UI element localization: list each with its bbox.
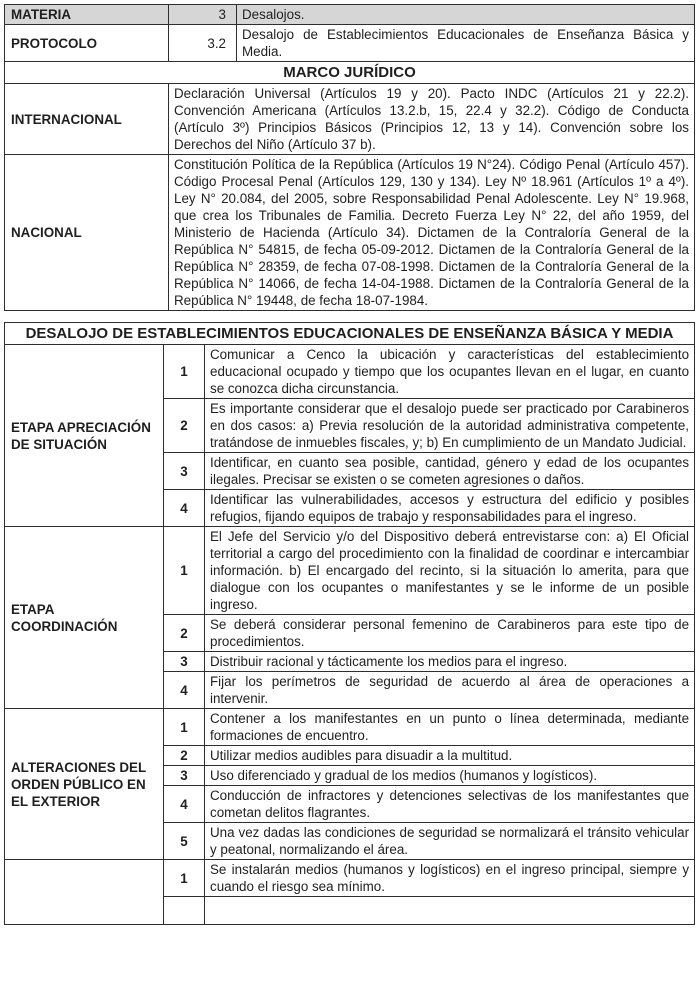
- step-number-cell: 1: [164, 527, 205, 615]
- protocol-rows: [5, 5, 695, 62]
- procedure-table: [4, 322, 695, 925]
- table-row: [5, 5, 695, 25]
- step-text-cell: Comunicar a Cenco la ubicación y características del establecimiento educacional ocupado y tiempo que los ocupantes llevan en el lugar, en cuanto se conozca dicha circunstancia.: [205, 345, 695, 399]
- step-text-cell: Una vez dadas las condiciones de seguridad se normalizará el tránsito vehicular y peatonal, normalizando el área.: [205, 823, 695, 860]
- row-desc-cell: Desalojo de Establecimientos Educacionales de Enseñanza Básica y Media.: [237, 25, 695, 62]
- table-row: [5, 84, 695, 155]
- step-text-cell: Conducción de infractores y detenciones selectivas de los manifestantes que cometan delitos flagrantes.: [205, 786, 695, 823]
- table-row: [5, 527, 695, 615]
- step-text-cell: [205, 897, 695, 925]
- section-label-cell: ETAPA COORDINACIÓN: [5, 527, 164, 709]
- step-number-cell: 1: [164, 345, 205, 399]
- step-number-cell: 4: [164, 786, 205, 823]
- step-number-cell: 3: [164, 453, 205, 490]
- step-text-cell: Identificar, en cuanto sea posible, cantidad, género y edad de los ocupantes ilegales. Precisar se existen o se cometen agresiones o daños.: [205, 453, 695, 490]
- step-number-cell: 1: [164, 709, 205, 746]
- step-number-cell: [164, 897, 205, 925]
- step-text-cell: Contener a los manifestantes en un punto o línea determinada, mediante formaciones de encuentro.: [205, 709, 695, 746]
- row-label-cell: PROTOCOLO: [5, 25, 169, 62]
- protocol-header-table: [4, 4, 695, 311]
- step-text-cell: Fijar los perímetros de seguridad de acuerdo al área de operaciones a intervenir.: [205, 672, 695, 709]
- step-number-cell: 1: [164, 860, 205, 897]
- step-text-cell: Uso diferenciado y gradual de los medios (humanos y logísticos).: [205, 766, 695, 786]
- step-text-cell: Distribuir racional y tácticamente los medios para el ingreso.: [205, 652, 695, 672]
- row-label-cell: MATERIA: [5, 5, 169, 25]
- step-text-cell: Se deberá considerar personal femenino de Carabineros para este tipo de procedimientos.: [205, 615, 695, 652]
- procedure-title-row: [5, 323, 695, 345]
- step-number-cell: 4: [164, 490, 205, 527]
- step-text-cell: Se instalarán medios (humanos y logísticos) en el ingreso principal, siempre y cuando el riesgo sea mínimo.: [205, 860, 695, 897]
- row-number-cell: 3: [169, 5, 237, 25]
- row-number-cell: 3.2: [169, 25, 237, 62]
- step-number-cell: 5: [164, 823, 205, 860]
- table-row: [5, 155, 695, 311]
- step-number-cell: 3: [164, 766, 205, 786]
- legal-rows: [5, 84, 695, 311]
- row-label-cell: NACIONAL: [5, 155, 169, 311]
- section-label-cell: ETAPA APRECIACIÓN DE SITUACIÓN: [5, 345, 164, 527]
- procedure-rows: [5, 345, 695, 925]
- marco-juridico-header-row: [5, 62, 695, 84]
- row-desc-cell: Constitución Política de la República (Artículos 19 N°24). Código Penal (Artículo 457). Código Procesal Penal (Artículos 129, 130 y 134). Ley Nº 18.961 (Artículos 1º a 4º). Ley N° 20.084, del 2005, sobre Responsabilidad Penal Adolescente. Ley N° 19.968, que crea los Tribunales de Familia. Decreto Fuerza Ley N° 22, del año 1959, del Ministerio de Hacienda (Artículo 34). Dictamen de la Contraloría General de la República N° 54815, de fecha 05-09-2012. Dictamen de la Contraloría General de la República N° 28359, de fecha 07-08-1998. Dictamen de la Contraloría General de la República N° 14066, de fecha 14-04-1988. Dictamen de la Contraloría General de la República N° 19448, de fecha 18-07-1984.: [169, 155, 695, 311]
- row-desc-cell: Desalojos.: [237, 5, 695, 25]
- step-number-cell: 2: [164, 746, 205, 766]
- table-row: [5, 709, 695, 746]
- table-row: [5, 345, 695, 399]
- step-number-cell: 2: [164, 615, 205, 652]
- marco-juridico-section: [5, 62, 695, 84]
- table-row: [5, 860, 695, 897]
- section-label-cell: [5, 860, 164, 925]
- step-number-cell: 2: [164, 399, 205, 453]
- section-label-cell: ALTERACIONES DEL ORDEN PÚBLICO EN EL EXTERIOR: [5, 709, 164, 860]
- marco-juridico-header: MARCO JURÍDICO: [5, 62, 695, 84]
- row-label-cell: INTERNACIONAL: [5, 84, 169, 155]
- procedure-title: DESALOJO DE ESTABLECIMIENTOS EDUCACIONALES DE ENSEÑANZA BÁSICA Y MEDIA: [5, 323, 695, 345]
- step-text-cell: Utilizar medios audibles para disuadir a la multitud.: [205, 746, 695, 766]
- table-row: [5, 25, 695, 62]
- step-text-cell: Es importante considerar que el desalojo puede ser practicado por Carabineros en dos casos: a) Previa resolución de la autoridad administrativa competente, tratándose de inmuebles fiscales, y; b) En cumplimiento de un Mandato Judicial.: [205, 399, 695, 453]
- procedure-title-section: [5, 323, 695, 345]
- row-desc-cell: Declaración Universal (Artículos 19 y 20). Pacto INDC (Artículos 21 y 22.2). Convención Americana (Artículos 13.2.b, 15, 22.4 y 32.2). Código de Conducta (Artículo 3º) Principios Básicos (Principios 12, 13 y 14). Convención sobre los Derechos del Niño (Artículo 37 b).: [169, 84, 695, 155]
- step-number-cell: 4: [164, 672, 205, 709]
- step-number-cell: 3: [164, 652, 205, 672]
- step-text-cell: Identificar las vulnerabilidades, accesos y estructura del edificio y posibles refugios, fijando equipos de trabajo y responsabilidades para el ingreso.: [205, 490, 695, 527]
- step-text-cell: El Jefe del Servicio y/o del Dispositivo deberá entrevistarse con: a) El Oficial territorial a cargo del procedimiento con la finalidad de coordinar e intercambiar información. b) El encargado del recinto, si la situación lo amerita, para que dialogue con los ocupantes o manifestantes y se le informe de un posible ingreso.: [205, 527, 695, 615]
